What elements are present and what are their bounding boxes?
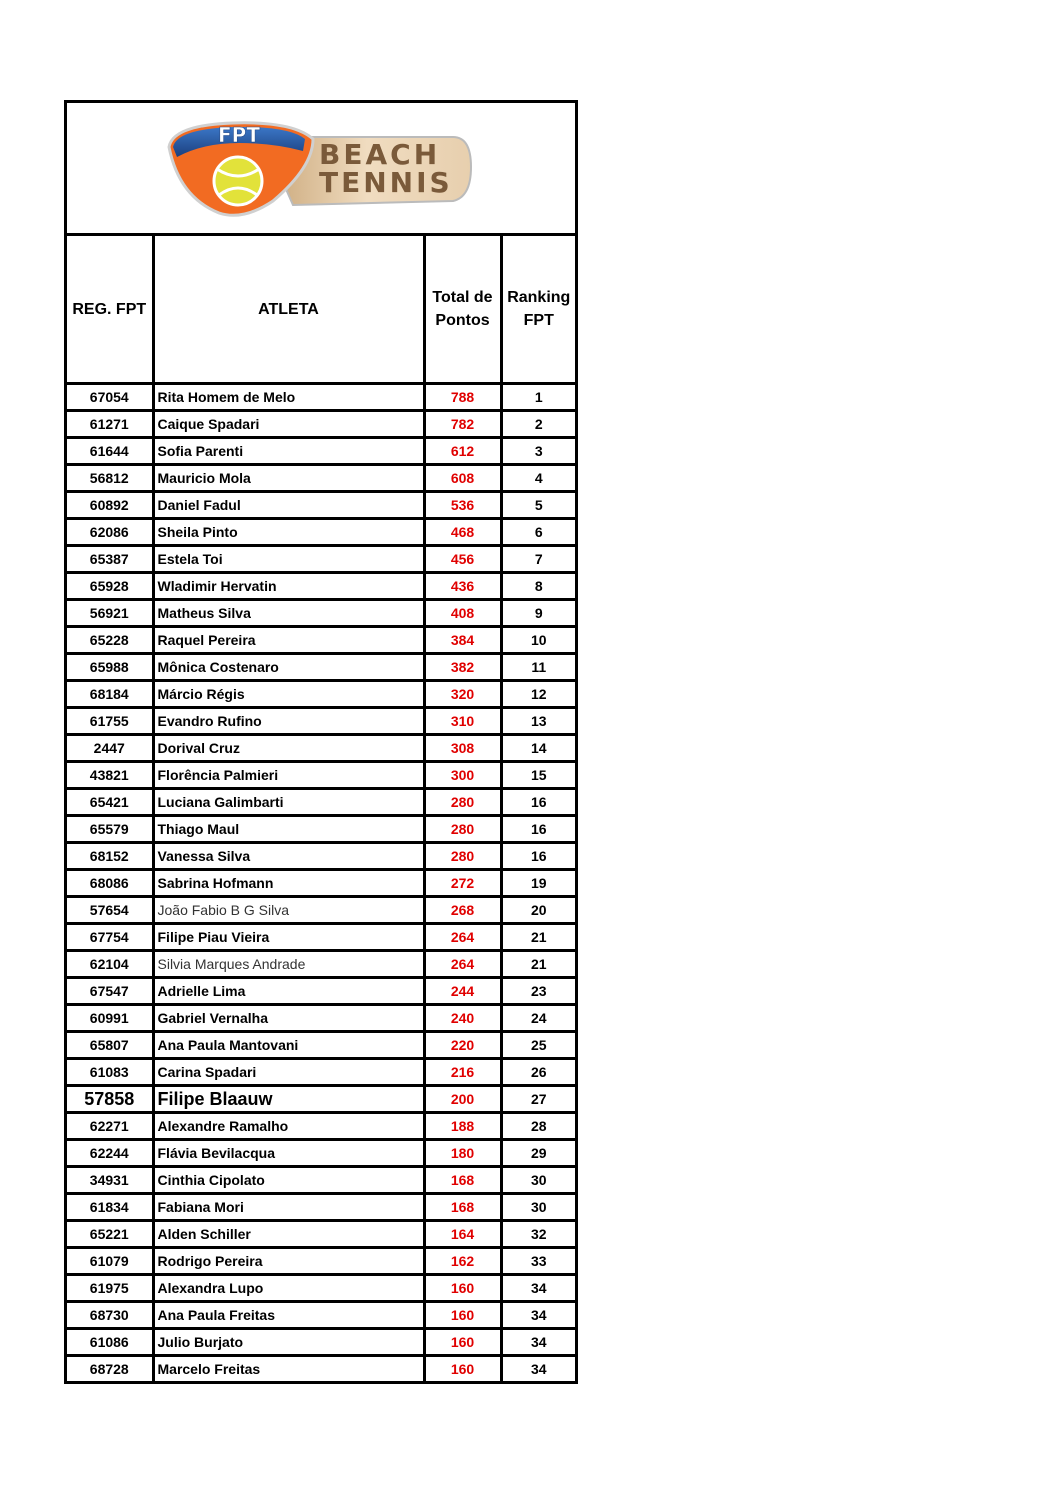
table-row [67,654,575,681]
table-row [67,492,575,519]
table-row [67,1086,575,1113]
cell-reg: 61079 [67,1248,153,1275]
table-row [67,1248,575,1275]
cell-athlete: Sheila Pinto [153,519,424,546]
cell-athlete: Márcio Régis [153,681,424,708]
cell-rank: 12 [501,681,575,708]
cell-rank: 28 [501,1113,575,1140]
cell-points: 308 [424,735,501,762]
cell-athlete: Adrielle Lima [153,978,424,1005]
cell-points: 468 [424,519,501,546]
cell-athlete: Dorival Cruz [153,735,424,762]
cell-points: 200 [424,1086,501,1113]
cell-reg: 61834 [67,1194,153,1221]
cell-athlete: Cinthia Cipolato [153,1167,424,1194]
table-row [67,789,575,816]
cell-athlete: Vanessa Silva [153,843,424,870]
table-row [67,978,575,1005]
cell-rank: 19 [501,870,575,897]
header-reg: REG. FPT [67,236,153,384]
table-row [67,411,575,438]
cell-points: 272 [424,870,501,897]
header-points-line1: Total de [432,289,493,306]
cell-athlete: Silvia Marques Andrade [153,951,424,978]
table-row [67,924,575,951]
table-row [67,681,575,708]
table-row [67,1167,575,1194]
header-athlete: ATLETA [153,236,424,384]
cell-points: 188 [424,1113,501,1140]
cell-points: 456 [424,546,501,573]
cell-reg: 56812 [67,465,153,492]
cell-rank: 16 [501,789,575,816]
cell-points: 162 [424,1248,501,1275]
table-row [67,816,575,843]
cell-points: 436 [424,573,501,600]
cell-athlete: Evandro Rufino [153,708,424,735]
cell-rank: 34 [501,1275,575,1302]
cell-reg: 61271 [67,411,153,438]
cell-points: 160 [424,1275,501,1302]
cell-points: 782 [424,411,501,438]
cell-reg: 65228 [67,627,153,654]
table-row [67,1032,575,1059]
cell-points: 382 [424,654,501,681]
cell-reg: 56921 [67,600,153,627]
cell-points: 280 [424,816,501,843]
table-row [67,1302,575,1329]
cell-rank: 21 [501,951,575,978]
cell-rank: 11 [501,654,575,681]
cell-athlete: Caique Spadari [153,411,424,438]
table-row [67,1275,575,1302]
cell-athlete: Rita Homem de Melo [153,384,424,411]
cell-reg: 65421 [67,789,153,816]
table-row [67,1140,575,1167]
cell-points: 160 [424,1329,501,1356]
cell-points: 244 [424,978,501,1005]
cell-athlete: Alexandra Lupo [153,1275,424,1302]
logo-cell [67,103,575,236]
cell-rank: 16 [501,816,575,843]
cell-athlete: Filipe Blaauw [153,1086,424,1113]
logo-line-beach: BEACH [319,138,441,171]
cell-rank: 4 [501,465,575,492]
table-row [67,762,575,789]
cell-points: 268 [424,897,501,924]
cell-rank: 34 [501,1329,575,1356]
cell-rank: 23 [501,978,575,1005]
cell-reg: 2447 [67,735,153,762]
cell-points: 264 [424,924,501,951]
table-row [67,708,575,735]
table-row [67,1113,575,1140]
cell-points: 536 [424,492,501,519]
cell-rank: 9 [501,600,575,627]
table-row [67,465,575,492]
table-row [67,1329,575,1356]
logo-wordmark [319,138,453,199]
ranking-sheet [64,100,578,1384]
cell-reg: 68730 [67,1302,153,1329]
cell-rank: 13 [501,708,575,735]
cell-athlete: Filipe Piau Vieira [153,924,424,951]
cell-athlete: Estela Toi [153,546,424,573]
cell-athlete: Raquel Pereira [153,627,424,654]
cell-reg: 62086 [67,519,153,546]
cell-reg: 43821 [67,762,153,789]
cell-reg: 68184 [67,681,153,708]
cell-points: 280 [424,843,501,870]
cell-athlete: Florência Palmieri [153,762,424,789]
table-row [67,951,575,978]
cell-points: 168 [424,1194,501,1221]
cell-athlete: Mauricio Mola [153,465,424,492]
cell-athlete: Gabriel Vernalha [153,1005,424,1032]
cell-athlete: Luciana Galimbarti [153,789,424,816]
cell-points: 280 [424,789,501,816]
cell-reg: 68152 [67,843,153,870]
cell-reg: 62104 [67,951,153,978]
cell-reg: 67754 [67,924,153,951]
table-row [67,1059,575,1086]
cell-reg: 67054 [67,384,153,411]
cell-rank: 16 [501,843,575,870]
cell-athlete: Carina Spadari [153,1059,424,1086]
cell-rank: 26 [501,1059,575,1086]
cell-rank: 27 [501,1086,575,1113]
table-row [67,519,575,546]
cell-points: 168 [424,1167,501,1194]
cell-points: 384 [424,627,501,654]
cell-reg: 65988 [67,654,153,681]
cell-points: 788 [424,384,501,411]
cell-athlete: Alden Schiller [153,1221,424,1248]
cell-rank: 8 [501,573,575,600]
cell-points: 320 [424,681,501,708]
cell-rank: 3 [501,438,575,465]
cell-reg: 65807 [67,1032,153,1059]
cell-points: 160 [424,1302,501,1329]
cell-points: 216 [424,1059,501,1086]
cell-reg: 61644 [67,438,153,465]
cell-rank: 14 [501,735,575,762]
cell-rank: 30 [501,1167,575,1194]
cell-reg: 68086 [67,870,153,897]
cell-athlete: Daniel Fadul [153,492,424,519]
cell-reg: 61083 [67,1059,153,1086]
header-row [67,236,575,384]
header-points-line2: Pontos [435,312,490,329]
cell-athlete: Mônica Costenaro [153,654,424,681]
cell-rank: 21 [501,924,575,951]
cell-reg: 60892 [67,492,153,519]
cell-points: 180 [424,1140,501,1167]
cell-athlete: Wladimir Hervatin [153,573,424,600]
cell-athlete: Matheus Silva [153,600,424,627]
cell-athlete: Thiago Maul [153,816,424,843]
table-row [67,1194,575,1221]
table-row [67,600,575,627]
header-rank [501,236,575,384]
table-row [67,546,575,573]
header-points [424,236,501,384]
table-row [67,573,575,600]
table-row [67,1221,575,1248]
cell-athlete: Ana Paula Mantovani [153,1032,424,1059]
table-row [67,735,575,762]
cell-rank: 7 [501,546,575,573]
cell-points: 264 [424,951,501,978]
cell-athlete: Sofia Parenti [153,438,424,465]
cell-points: 220 [424,1032,501,1059]
cell-rank: 25 [501,1032,575,1059]
cell-reg: 65387 [67,546,153,573]
cell-points: 164 [424,1221,501,1248]
table-row [67,384,575,411]
ranking-table [67,236,575,1381]
cell-reg: 65221 [67,1221,153,1248]
header-rank-line2: FPT [523,312,554,329]
cell-rank: 1 [501,384,575,411]
cell-points: 612 [424,438,501,465]
cell-points: 240 [424,1005,501,1032]
cell-rank: 32 [501,1221,575,1248]
cell-reg: 61755 [67,708,153,735]
cell-points: 408 [424,600,501,627]
cell-rank: 33 [501,1248,575,1275]
cell-rank: 2 [501,411,575,438]
cell-athlete: Ana Paula Freitas [153,1302,424,1329]
cell-reg: 68728 [67,1356,153,1382]
cell-rank: 34 [501,1302,575,1329]
table-row [67,1005,575,1032]
cell-reg: 65579 [67,816,153,843]
cell-rank: 20 [501,897,575,924]
cell-points: 300 [424,762,501,789]
table-row [67,843,575,870]
cell-rank: 29 [501,1140,575,1167]
cell-athlete: Marcelo Freitas [153,1356,424,1382]
cell-reg: 34931 [67,1167,153,1194]
cell-points: 608 [424,465,501,492]
cell-rank: 5 [501,492,575,519]
cell-reg: 61086 [67,1329,153,1356]
cell-rank: 6 [501,519,575,546]
cell-athlete: Flávia Bevilacqua [153,1140,424,1167]
cell-rank: 10 [501,627,575,654]
header-rank-line1: Ranking [507,289,571,306]
cell-athlete: Fabiana Mori [153,1194,424,1221]
table-row [67,438,575,465]
cell-reg: 57858 [67,1086,153,1113]
cell-reg: 61975 [67,1275,153,1302]
table-row [67,627,575,654]
cell-reg: 65928 [67,573,153,600]
cell-athlete: Sabrina Hofmann [153,870,424,897]
cell-rank: 24 [501,1005,575,1032]
cell-reg: 62271 [67,1113,153,1140]
cell-reg: 62244 [67,1140,153,1167]
cell-athlete: Rodrigo Pereira [153,1248,424,1275]
cell-athlete: João Fabio B G Silva [153,897,424,924]
logo-badge-text: FPT [218,123,260,147]
ranking-rows [67,384,575,1382]
cell-rank: 15 [501,762,575,789]
cell-athlete: Alexandre Ramalho [153,1113,424,1140]
table-row [67,897,575,924]
cell-points: 310 [424,708,501,735]
cell-reg: 57654 [67,897,153,924]
cell-reg: 67547 [67,978,153,1005]
cell-rank: 34 [530,1361,547,1377]
cell-reg: 60991 [67,1005,153,1032]
cell-points: 160 [424,1356,501,1382]
cell-rank: 30 [501,1194,575,1221]
cell-athlete: Julio Burjato [153,1329,424,1356]
table-row [67,1356,575,1382]
logo-line-tennis: TENNIS [319,166,453,199]
table-row [67,870,575,897]
